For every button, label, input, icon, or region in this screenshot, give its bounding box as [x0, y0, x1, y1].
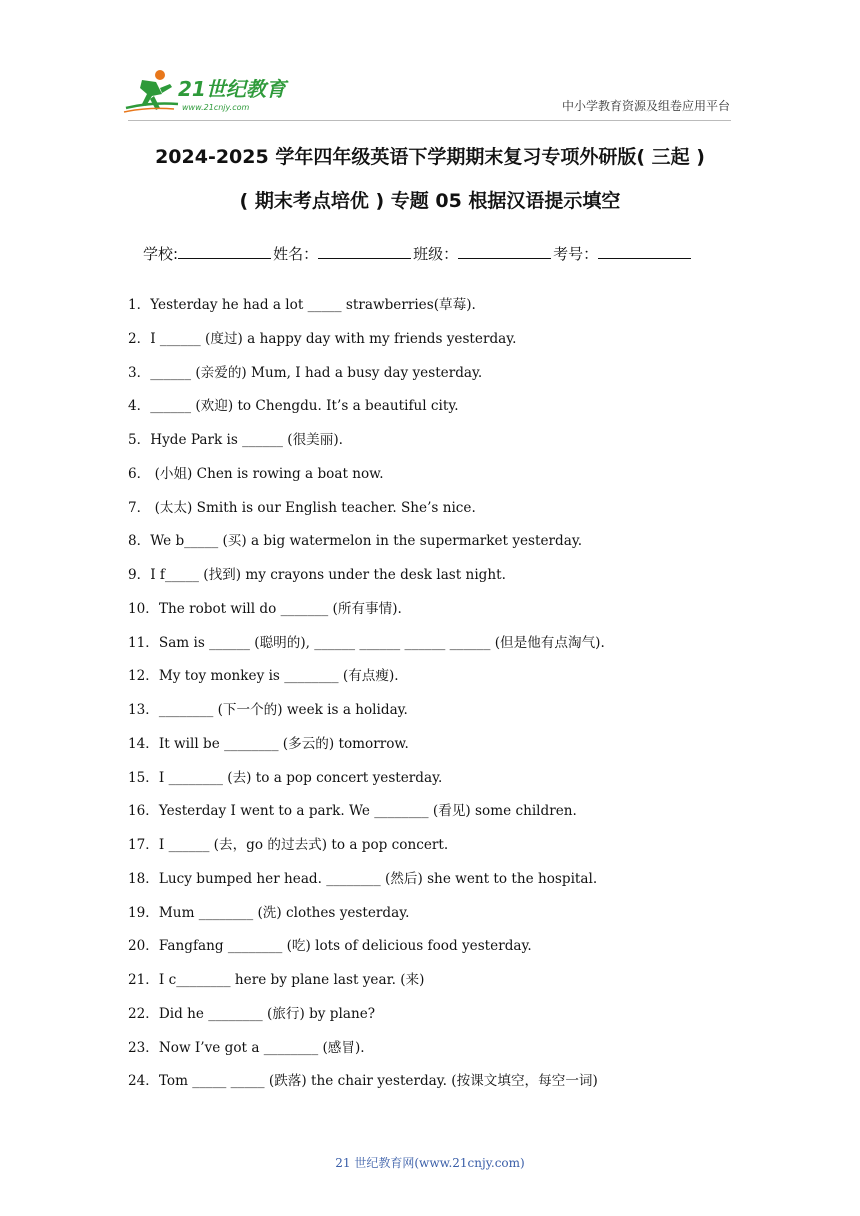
class-field[interactable] — [458, 244, 551, 259]
question-item: 17．I ______ (去，go 的过去式) to a pop concert. — [128, 837, 449, 853]
question-item: 9．I f_____ (找到) my crayons under the desk last night. — [128, 567, 506, 583]
name-label: 姓名： — [273, 245, 319, 263]
logo-text: 21世纪教育 — [178, 77, 286, 101]
class-label: 班级： — [413, 245, 459, 263]
platform-tagline: 中小学教育资源及组卷应用平台 — [561, 99, 730, 113]
question-item: 4．______ (欢迎) to Chengdu. It’s a beautiful city. — [128, 398, 459, 415]
school-label: 学校: — [143, 245, 179, 263]
question-item: 16．Yesterday I went to a park. We ________ (看见) some children. — [128, 803, 577, 820]
question-item: 23．Now I’ve got a ________ (感冒). — [128, 1039, 365, 1056]
school-field[interactable] — [178, 244, 271, 259]
question-item: 14．It will be ________ (多云的) tomorrow. — [128, 735, 409, 752]
page-footer[interactable]: 21 世纪教育网(www.21cnjy.com) — [335, 1156, 525, 1170]
name-field[interactable] — [318, 244, 411, 259]
question-item: 5．Hyde Park is ______ (很美丽). — [128, 432, 343, 448]
question-item: 20．Fangfang ________ (吃) lots of delicious food yesterday. — [128, 938, 532, 955]
student-info-row — [143, 243, 693, 264]
exam-number-field[interactable] — [598, 244, 691, 259]
question-item: 1．Yesterday he had a lot _____ strawberries(草莓). — [128, 297, 476, 313]
question-item: 8．We b_____ (买) a big watermelon in the supermarket yesterday. — [128, 533, 583, 550]
header-divider — [128, 120, 731, 121]
exam-number-label: 考号： — [553, 245, 599, 263]
question-item: 11．Sam is ______ (聪明的), ______ ______ ______ ______ (但是他有点淘气). — [128, 634, 605, 651]
question-item: 24．Tom _____ _____ (跌落) the chair yesterday. (按课文填空，每空一词) — [128, 1073, 598, 1090]
document-title-line2: ( 期末考点培优 ) 专题 05 根据汉语提示填空 — [239, 190, 621, 212]
page-header — [0, 0, 860, 125]
question-item: 3．______ (亲爱的) Mum, I had a busy day yesterday. — [128, 364, 483, 381]
question-item: 19．Mum ________ (洗) clothes yesterday. — [128, 904, 410, 921]
document-title-line1: 2024-2025 学年四年级英语下学期期末复习专项外研版( 三起 ) — [155, 146, 705, 168]
question-item: 12．My toy monkey is ________ (有点瘦). — [128, 668, 399, 685]
question-item: 15．I ________ (去) to a pop concert yesterday. — [128, 769, 443, 786]
question-item: 2．I ______ (度过) a happy day with my friends yesterday. — [128, 330, 517, 347]
logo-url: www.21cnjy.com — [182, 103, 250, 112]
question-list — [128, 296, 748, 1106]
runner-logo-icon — [122, 66, 297, 118]
question-item: 13．________ (下一个的) week is a holiday. — [128, 702, 408, 718]
question-item: 18．Lucy bumped her head. ________ (然后) she went to the hospital. — [128, 870, 598, 887]
question-item: 7． (太太) Smith is our English teacher. She’s nice. — [128, 499, 476, 516]
question-item: 22．Did he ________ (旅行) by plane? — [128, 1005, 376, 1022]
site-logo[interactable] — [122, 66, 297, 118]
question-item: 6． (小姐) Chen is rowing a boat now. — [128, 465, 384, 482]
question-item: 21．I c________ here by plane last year. (来) — [128, 972, 425, 988]
question-item: 10．The robot will do _______ (所有事情). — [128, 600, 402, 617]
